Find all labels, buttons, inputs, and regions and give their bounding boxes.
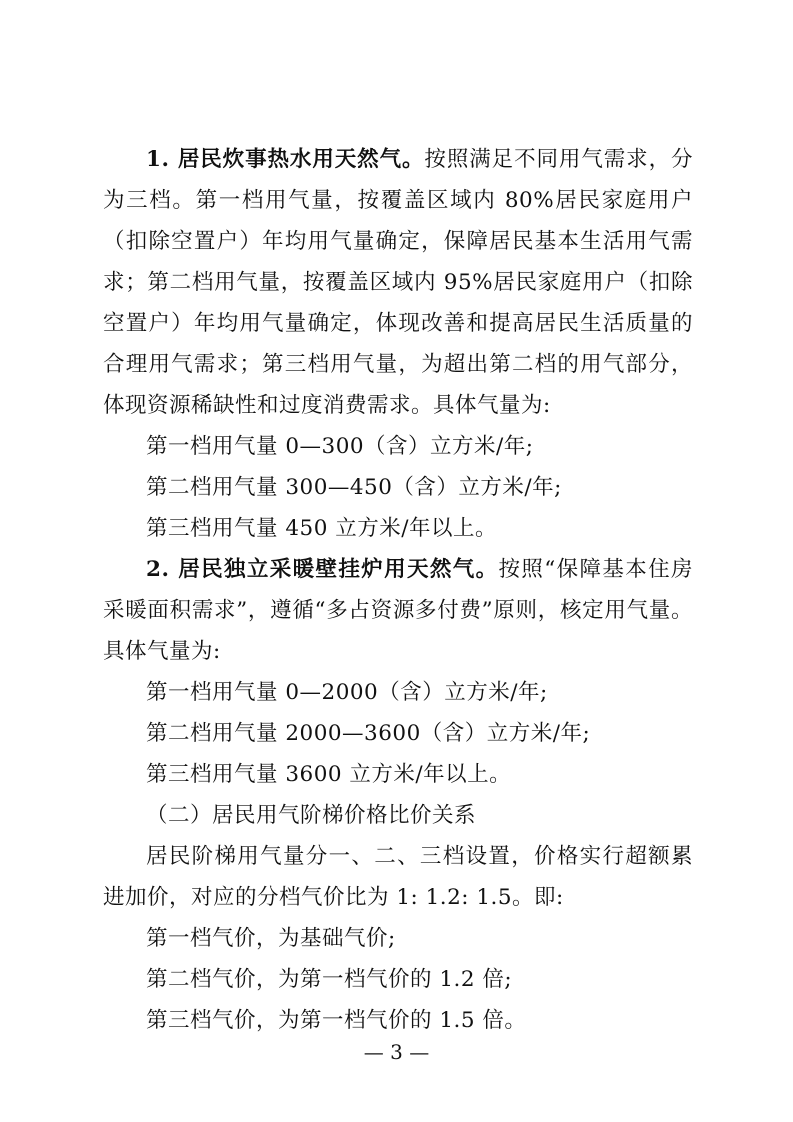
paragraph-text: 按照满足不同用气需求，分为三档。第一档用气量，按覆盖区域内 80%居民家庭用户（扣除空置户）年均用气量确定，保障居民基本生活用气需求；第二档用气量，按覆盖区域内 95%居民家庭用户（扣除空置户）年均用气量确定，体现改善和提高居民生活质量的合理用气需求；第三档用气量，为超出第二档的用气部分，体现资源稀缺性和过度消费需求。具体气量为: [103,147,693,418]
paragraph-text: 第一档气价，为基础气价; [146,926,396,951]
paragraph-text: 第二档用气量 2000—3600（含）立方米/年; [146,721,591,746]
paragraph-6 [103,672,693,713]
paragraph-text: 居民阶梯用气量分一、二、三档设置，价格实行超额累进加价，对应的分档气价比为 1: 1.2: 1.5。即: [103,844,693,910]
paragraph-3 [103,467,693,508]
section-heading-text: （二）居民用气阶梯价格比价关系 [146,803,477,828]
paragraph-8 [103,754,693,795]
paragraph-1 [103,139,693,426]
section-heading [103,795,693,836]
document-body [103,139,693,1041]
paragraph-text: 第一档用气量 0—2000（含）立方米/年; [146,680,548,705]
paragraph-text: 第三档气价，为第一档气价的 1.5 倍。 [146,1008,527,1033]
page-number: — 3 — [363,1040,430,1064]
paragraph-5 [103,549,693,672]
paragraph-text: 第一档用气量 0—300（含）立方米/年; [146,434,534,459]
paragraph-heading: 1. 居民炊事热水用天然气。 [146,147,425,172]
paragraph-12 [103,959,693,1000]
paragraph-10 [103,836,693,918]
paragraph-2 [103,426,693,467]
paragraph-text: 按照“保障基本住房采暖面积需求”，遵循“多占资源多付费”原则，核定用气量。具体气量为: [103,557,693,664]
paragraph-4 [103,508,693,549]
paragraph-heading: 2. 居民独立采暖壁挂炉用天然气。 [146,557,499,582]
paragraph-text: 第二档用气量 300—450（含）立方米/年; [146,475,562,500]
paragraph-text: 第二档气价，为第一档气价的 1.2 倍; [146,967,513,992]
paragraph-13 [103,1000,693,1041]
paragraph-11 [103,918,693,959]
paragraph-7 [103,713,693,754]
paragraph-text: 第三档用气量 3600 立方米/年以上。 [146,762,512,787]
paragraph-text: 第三档用气量 450 立方米/年以上。 [146,516,497,541]
